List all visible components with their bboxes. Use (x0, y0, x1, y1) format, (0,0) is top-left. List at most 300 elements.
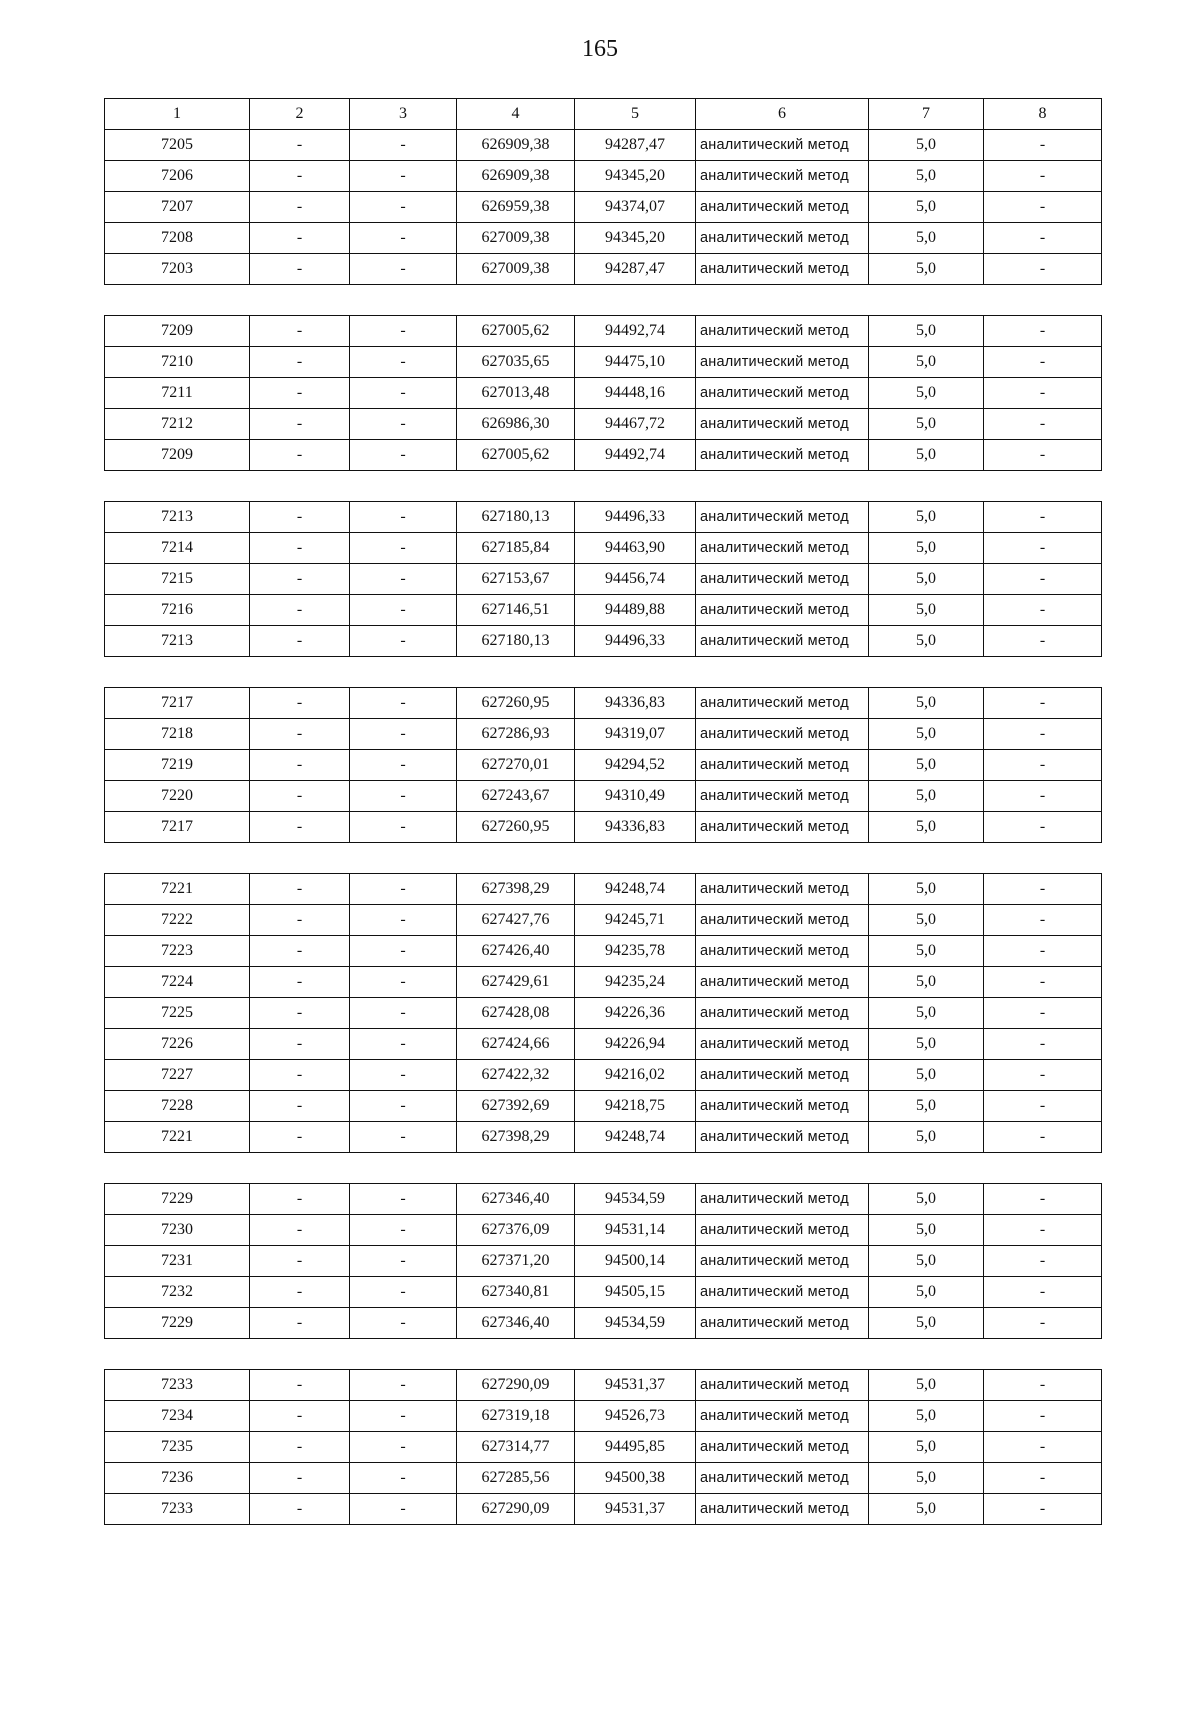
cell-col-8: - (984, 1432, 1102, 1463)
cell-method: аналитический метод (696, 533, 869, 564)
cell-coord-y: 94526,73 (575, 1401, 696, 1432)
cell-col-2: - (250, 688, 350, 719)
cell-point-number: 7213 (105, 626, 250, 657)
cell-col-3: - (350, 254, 457, 285)
cell-coord-y: 94534,59 (575, 1308, 696, 1339)
cell-point-number: 7218 (105, 719, 250, 750)
cell-coord-x: 627005,62 (457, 440, 575, 471)
cell-method: аналитический метод (696, 998, 869, 1029)
table-row (105, 564, 1102, 595)
cell-col-2: - (250, 905, 350, 936)
cell-method: аналитический метод (696, 1122, 869, 1153)
table-row (105, 595, 1102, 626)
cell-accuracy: 5,0 (869, 967, 984, 998)
cell-point-number: 7235 (105, 1432, 250, 1463)
cell-coord-y: 94235,24 (575, 967, 696, 998)
cell-col-8: - (984, 1308, 1102, 1339)
cell-coord-x: 627340,81 (457, 1277, 575, 1308)
cell-coord-x: 627180,13 (457, 502, 575, 533)
cell-col-2: - (250, 1401, 350, 1432)
cell-point-number: 7206 (105, 161, 250, 192)
cell-method: аналитический метод (696, 626, 869, 657)
cell-coord-y: 94248,74 (575, 1122, 696, 1153)
cell-accuracy: 5,0 (869, 626, 984, 657)
table-row (105, 750, 1102, 781)
cell-coord-y: 94336,83 (575, 812, 696, 843)
cell-coord-y: 94496,33 (575, 626, 696, 657)
cell-col-8: - (984, 1277, 1102, 1308)
cell-col-8: - (984, 998, 1102, 1029)
cell-point-number: 7233 (105, 1494, 250, 1525)
cell-col-8: - (984, 1091, 1102, 1122)
table-row (105, 719, 1102, 750)
cell-col-3: - (350, 1308, 457, 1339)
cell-coord-x: 627013,48 (457, 378, 575, 409)
cell-col-3: - (350, 1463, 457, 1494)
cell-point-number: 7203 (105, 254, 250, 285)
table-row (105, 1494, 1102, 1525)
cell-coord-x: 627005,62 (457, 316, 575, 347)
cell-method: аналитический метод (696, 936, 869, 967)
cell-col-2: - (250, 750, 350, 781)
cell-coord-y: 94218,75 (575, 1091, 696, 1122)
cell-accuracy: 5,0 (869, 1401, 984, 1432)
table-row (105, 967, 1102, 998)
cell-col-8: - (984, 254, 1102, 285)
cell-coord-x: 627426,40 (457, 936, 575, 967)
cell-accuracy: 5,0 (869, 533, 984, 564)
cell-method: аналитический метод (696, 1277, 869, 1308)
cell-coord-x: 626909,38 (457, 161, 575, 192)
cell-coord-y: 94345,20 (575, 223, 696, 254)
table-row (105, 781, 1102, 812)
cell-method: аналитический метод (696, 1060, 869, 1091)
cell-col-3: - (350, 378, 457, 409)
cell-col-3: - (350, 1370, 457, 1401)
cell-col-8: - (984, 967, 1102, 998)
table-row (105, 1370, 1102, 1401)
cell-col-3: - (350, 905, 457, 936)
cell-coord-x: 627270,01 (457, 750, 575, 781)
column-header: 3 (350, 99, 457, 130)
cell-accuracy: 5,0 (869, 1029, 984, 1060)
cell-coord-x: 627428,08 (457, 998, 575, 1029)
table-row (105, 688, 1102, 719)
cell-coord-x: 627314,77 (457, 1432, 575, 1463)
cell-coord-x: 627243,67 (457, 781, 575, 812)
cell-point-number: 7232 (105, 1277, 250, 1308)
header-row (105, 99, 1102, 130)
table-row (105, 502, 1102, 533)
cell-coord-y: 94374,07 (575, 192, 696, 223)
cell-col-8: - (984, 1370, 1102, 1401)
cell-accuracy: 5,0 (869, 409, 984, 440)
column-header: 5 (575, 99, 696, 130)
cell-col-3: - (350, 781, 457, 812)
cell-col-3: - (350, 409, 457, 440)
cell-coord-x: 627290,09 (457, 1494, 575, 1525)
cell-point-number: 7212 (105, 409, 250, 440)
cell-point-number: 7208 (105, 223, 250, 254)
coordinates-table-block (104, 501, 1102, 657)
cell-col-2: - (250, 1184, 350, 1215)
cell-col-8: - (984, 502, 1102, 533)
cell-col-3: - (350, 1494, 457, 1525)
cell-coord-y: 94531,14 (575, 1215, 696, 1246)
page-number: 165 (582, 36, 618, 62)
cell-coord-y: 94475,10 (575, 347, 696, 378)
table-row (105, 998, 1102, 1029)
cell-point-number: 7236 (105, 1463, 250, 1494)
cell-col-2: - (250, 1463, 350, 1494)
cell-accuracy: 5,0 (869, 1277, 984, 1308)
cell-point-number: 7210 (105, 347, 250, 378)
cell-col-8: - (984, 1029, 1102, 1060)
cell-col-8: - (984, 347, 1102, 378)
cell-col-3: - (350, 1184, 457, 1215)
cell-col-3: - (350, 595, 457, 626)
cell-accuracy: 5,0 (869, 1246, 984, 1277)
cell-coord-y: 94500,14 (575, 1246, 696, 1277)
cell-coord-y: 94531,37 (575, 1370, 696, 1401)
cell-accuracy: 5,0 (869, 595, 984, 626)
table-row (105, 192, 1102, 223)
table-row (105, 223, 1102, 254)
coordinates-table-block (104, 1183, 1102, 1339)
cell-coord-y: 94495,85 (575, 1432, 696, 1463)
cell-accuracy: 5,0 (869, 1494, 984, 1525)
cell-coord-y: 94467,72 (575, 409, 696, 440)
block-gap (104, 285, 1101, 315)
cell-coord-y: 94456,74 (575, 564, 696, 595)
cell-coord-x: 627376,09 (457, 1215, 575, 1246)
block-gap (104, 1153, 1101, 1183)
cell-method: аналитический метод (696, 378, 869, 409)
cell-accuracy: 5,0 (869, 781, 984, 812)
cell-coord-x: 627346,40 (457, 1184, 575, 1215)
cell-method: аналитический метод (696, 1463, 869, 1494)
cell-point-number: 7214 (105, 533, 250, 564)
table-row (105, 409, 1102, 440)
coordinates-table-block (104, 873, 1102, 1153)
cell-col-8: - (984, 409, 1102, 440)
coordinates-table-block (104, 1369, 1102, 1525)
cell-col-2: - (250, 316, 350, 347)
column-header: 4 (457, 99, 575, 130)
cell-method: аналитический метод (696, 316, 869, 347)
cell-point-number: 7217 (105, 812, 250, 843)
cell-col-3: - (350, 1401, 457, 1432)
cell-coord-y: 94287,47 (575, 130, 696, 161)
cell-accuracy: 5,0 (869, 564, 984, 595)
cell-accuracy: 5,0 (869, 1060, 984, 1091)
cell-col-2: - (250, 781, 350, 812)
cell-col-3: - (350, 967, 457, 998)
cell-col-8: - (984, 440, 1102, 471)
cell-col-3: - (350, 998, 457, 1029)
table-row (105, 905, 1102, 936)
cell-method: аналитический метод (696, 1029, 869, 1060)
table-row (105, 254, 1102, 285)
cell-coord-x: 627371,20 (457, 1246, 575, 1277)
cell-method: аналитический метод (696, 781, 869, 812)
cell-accuracy: 5,0 (869, 1184, 984, 1215)
table-row (105, 1122, 1102, 1153)
cell-method: аналитический метод (696, 254, 869, 285)
cell-coord-y: 94345,20 (575, 161, 696, 192)
cell-point-number: 7234 (105, 1401, 250, 1432)
cell-accuracy: 5,0 (869, 161, 984, 192)
cell-method: аналитический метод (696, 130, 869, 161)
cell-accuracy: 5,0 (869, 1370, 984, 1401)
cell-col-3: - (350, 1215, 457, 1246)
table-row (105, 1246, 1102, 1277)
cell-col-2: - (250, 254, 350, 285)
cell-col-2: - (250, 564, 350, 595)
table-row (105, 1401, 1102, 1432)
cell-coord-x: 627146,51 (457, 595, 575, 626)
cell-method: аналитический метод (696, 564, 869, 595)
cell-point-number: 7217 (105, 688, 250, 719)
cell-col-2: - (250, 1432, 350, 1463)
cell-point-number: 7223 (105, 936, 250, 967)
cell-point-number: 7219 (105, 750, 250, 781)
cell-point-number: 7228 (105, 1091, 250, 1122)
coordinates-document (104, 98, 1101, 1525)
cell-col-8: - (984, 1184, 1102, 1215)
cell-col-8: - (984, 688, 1102, 719)
cell-col-8: - (984, 130, 1102, 161)
cell-col-8: - (984, 316, 1102, 347)
cell-coord-x: 627422,32 (457, 1060, 575, 1091)
block-gap (104, 657, 1101, 687)
cell-point-number: 7231 (105, 1246, 250, 1277)
cell-point-number: 7215 (105, 564, 250, 595)
block-gap (104, 1339, 1101, 1369)
cell-coord-y: 94235,78 (575, 936, 696, 967)
cell-col-2: - (250, 192, 350, 223)
cell-method: аналитический метод (696, 1184, 869, 1215)
cell-method: аналитический метод (696, 595, 869, 626)
cell-col-2: - (250, 1060, 350, 1091)
cell-coord-y: 94489,88 (575, 595, 696, 626)
cell-point-number: 7229 (105, 1184, 250, 1215)
cell-col-2: - (250, 1494, 350, 1525)
coordinates-table-block (104, 315, 1102, 471)
cell-col-8: - (984, 192, 1102, 223)
cell-method: аналитический метод (696, 409, 869, 440)
cell-coord-x: 627290,09 (457, 1370, 575, 1401)
cell-col-8: - (984, 1122, 1102, 1153)
cell-accuracy: 5,0 (869, 316, 984, 347)
cell-accuracy: 5,0 (869, 440, 984, 471)
cell-col-8: - (984, 781, 1102, 812)
table-row (105, 1308, 1102, 1339)
cell-coord-x: 627009,38 (457, 223, 575, 254)
cell-coord-y: 94463,90 (575, 533, 696, 564)
cell-col-3: - (350, 130, 457, 161)
cell-col-8: - (984, 1060, 1102, 1091)
cell-accuracy: 5,0 (869, 1463, 984, 1494)
cell-coord-x: 627009,38 (457, 254, 575, 285)
cell-col-3: - (350, 347, 457, 378)
table-row (105, 130, 1102, 161)
cell-coord-y: 94500,38 (575, 1463, 696, 1494)
cell-col-3: - (350, 533, 457, 564)
cell-col-2: - (250, 1246, 350, 1277)
table-row (105, 378, 1102, 409)
cell-col-8: - (984, 161, 1102, 192)
cell-accuracy: 5,0 (869, 347, 984, 378)
cell-col-2: - (250, 812, 350, 843)
cell-col-3: - (350, 688, 457, 719)
table-row (105, 1277, 1102, 1308)
table-row (105, 533, 1102, 564)
cell-col-3: - (350, 161, 457, 192)
table-row (105, 1091, 1102, 1122)
cell-accuracy: 5,0 (869, 378, 984, 409)
cell-coord-y: 94310,49 (575, 781, 696, 812)
cell-col-3: - (350, 812, 457, 843)
column-header: 2 (250, 99, 350, 130)
cell-method: аналитический метод (696, 688, 869, 719)
cell-col-3: - (350, 192, 457, 223)
cell-method: аналитический метод (696, 1215, 869, 1246)
cell-coord-x: 626986,30 (457, 409, 575, 440)
cell-col-2: - (250, 1122, 350, 1153)
cell-coord-x: 627319,18 (457, 1401, 575, 1432)
cell-col-2: - (250, 626, 350, 657)
table-row (105, 347, 1102, 378)
cell-accuracy: 5,0 (869, 1122, 984, 1153)
table-row (105, 626, 1102, 657)
cell-accuracy: 5,0 (869, 719, 984, 750)
cell-coord-y: 94287,47 (575, 254, 696, 285)
block-gap (104, 471, 1101, 501)
cell-coord-x: 627260,95 (457, 688, 575, 719)
cell-col-2: - (250, 378, 350, 409)
cell-col-2: - (250, 502, 350, 533)
cell-col-8: - (984, 1401, 1102, 1432)
cell-coord-x: 627398,29 (457, 1122, 575, 1153)
cell-col-2: - (250, 409, 350, 440)
table-row (105, 161, 1102, 192)
cell-coord-x: 627424,66 (457, 1029, 575, 1060)
cell-method: аналитический метод (696, 1246, 869, 1277)
cell-method: аналитический метод (696, 812, 869, 843)
cell-col-2: - (250, 1091, 350, 1122)
cell-col-3: - (350, 1091, 457, 1122)
cell-col-3: - (350, 936, 457, 967)
cell-col-2: - (250, 1215, 350, 1246)
cell-method: аналитический метод (696, 905, 869, 936)
cell-col-8: - (984, 905, 1102, 936)
cell-accuracy: 5,0 (869, 812, 984, 843)
cell-point-number: 7221 (105, 874, 250, 905)
cell-col-3: - (350, 1060, 457, 1091)
cell-col-3: - (350, 874, 457, 905)
cell-col-3: - (350, 223, 457, 254)
cell-coord-y: 94505,15 (575, 1277, 696, 1308)
cell-col-8: - (984, 1494, 1102, 1525)
cell-col-8: - (984, 874, 1102, 905)
cell-point-number: 7221 (105, 1122, 250, 1153)
cell-accuracy: 5,0 (869, 936, 984, 967)
cell-col-2: - (250, 595, 350, 626)
cell-accuracy: 5,0 (869, 502, 984, 533)
cell-col-3: - (350, 1432, 457, 1463)
cell-method: аналитический метод (696, 719, 869, 750)
cell-col-2: - (250, 130, 350, 161)
cell-col-2: - (250, 1277, 350, 1308)
cell-col-3: - (350, 316, 457, 347)
cell-col-2: - (250, 998, 350, 1029)
coordinates-table-block (104, 98, 1102, 285)
cell-accuracy: 5,0 (869, 192, 984, 223)
cell-accuracy: 5,0 (869, 223, 984, 254)
table-row (105, 1184, 1102, 1215)
cell-coord-y: 94248,74 (575, 874, 696, 905)
cell-accuracy: 5,0 (869, 750, 984, 781)
cell-point-number: 7213 (105, 502, 250, 533)
cell-point-number: 7233 (105, 1370, 250, 1401)
cell-col-3: - (350, 750, 457, 781)
cell-col-8: - (984, 719, 1102, 750)
cell-accuracy: 5,0 (869, 688, 984, 719)
cell-method: аналитический метод (696, 967, 869, 998)
cell-accuracy: 5,0 (869, 254, 984, 285)
cell-coord-y: 94492,74 (575, 316, 696, 347)
cell-point-number: 7225 (105, 998, 250, 1029)
cell-coord-x: 627180,13 (457, 626, 575, 657)
cell-point-number: 7216 (105, 595, 250, 626)
table-row (105, 1432, 1102, 1463)
cell-col-2: - (250, 1370, 350, 1401)
cell-col-3: - (350, 1122, 457, 1153)
cell-method: аналитический метод (696, 874, 869, 905)
cell-coord-y: 94226,36 (575, 998, 696, 1029)
cell-col-2: - (250, 347, 350, 378)
cell-col-8: - (984, 936, 1102, 967)
cell-col-3: - (350, 719, 457, 750)
cell-coord-y: 94245,71 (575, 905, 696, 936)
cell-col-3: - (350, 1246, 457, 1277)
block-gap (104, 843, 1101, 873)
cell-col-2: - (250, 1029, 350, 1060)
cell-point-number: 7222 (105, 905, 250, 936)
cell-col-8: - (984, 1463, 1102, 1494)
cell-coord-y: 94294,52 (575, 750, 696, 781)
cell-col-8: - (984, 1246, 1102, 1277)
cell-method: аналитический метод (696, 161, 869, 192)
cell-accuracy: 5,0 (869, 130, 984, 161)
cell-method: аналитический метод (696, 192, 869, 223)
cell-coord-y: 94216,02 (575, 1060, 696, 1091)
cell-point-number: 7209 (105, 440, 250, 471)
cell-point-number: 7209 (105, 316, 250, 347)
cell-coord-y: 94496,33 (575, 502, 696, 533)
cell-coord-x: 627285,56 (457, 1463, 575, 1494)
column-header: 6 (696, 99, 869, 130)
cell-point-number: 7227 (105, 1060, 250, 1091)
cell-col-2: - (250, 440, 350, 471)
cell-point-number: 7211 (105, 378, 250, 409)
cell-accuracy: 5,0 (869, 1215, 984, 1246)
table-row (105, 812, 1102, 843)
cell-coord-y: 94448,16 (575, 378, 696, 409)
table-row (105, 874, 1102, 905)
cell-coord-x: 627185,84 (457, 533, 575, 564)
